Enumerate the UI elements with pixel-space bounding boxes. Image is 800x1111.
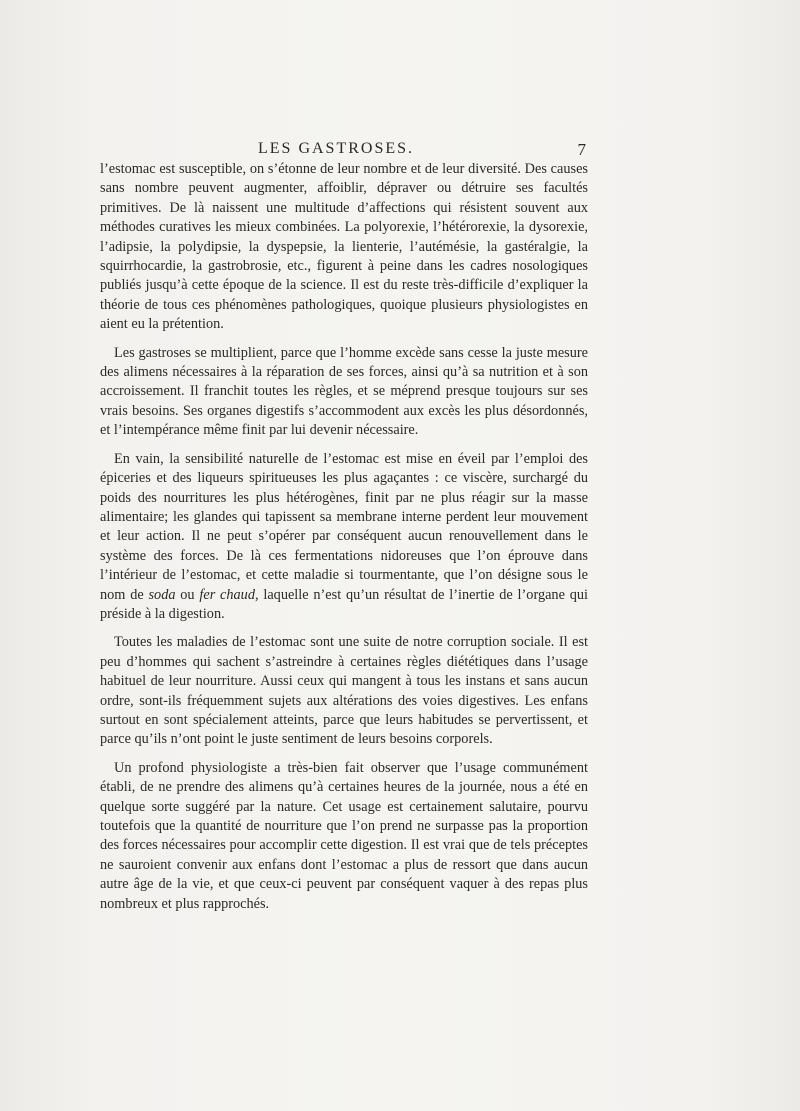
paragraph-4: Toutes les maladies de l’estomac sont une suite de notre corruption sociale. Il est peu d’hommes qui sachent s’astreindre à certaines règles diététiques dans l’usage habituel de leur nourriture. Aussi ceux qui mangent à tous les instans et sans aucun ordre, sont-ils fréquemment sujets aux altérations des voies digestives. Les enfans surtout en sont spécialement atteints, parce que leurs habitudes se pervertissent, et parce qu’ils n’ont point le juste sentiment de leurs besoins corporels. bbox=[100, 634, 588, 748]
paragraph-3-text-a: En vain, la sensibilité naturelle de l’estomac est mise en éveil par l’emploi des épiceries et des liqueurs spiritueuses les plus agaçantes : ce viscère, surchargé du poids des nourritures les plus hétérogènes, finit par ne plus réagir sur la masse alimentaire; les glandes qui tapissent sa membrane interne perdent leur mouvement et leur action. Il ne peut s’opérer par conséquent aucun renouvellement dans le système des forces. De là ces fermentations nidoreuses que l’on éprouve dans l’intérieur de l’estomac, et cette maladie si tourmentante, que l’on désigne sous le nom de bbox=[100, 450, 588, 603]
paragraph-3-text-c: laquelle n’est qu’un résultat de l’inertie de l’organe qui préside à la digestion. bbox=[100, 586, 588, 622]
term-soda: soda bbox=[148, 586, 176, 603]
paragraph-3-text-b: ou bbox=[175, 586, 200, 603]
body-text bbox=[100, 160, 588, 923]
page-number: 7 bbox=[577, 140, 588, 159]
running-title: LES GASTROSES. bbox=[258, 140, 415, 157]
paragraph-2: Les gastroses se multiplient, parce que l’homme excède sans cesse la juste mesure des alimens nécessaires à la réparation de ses forces, ainsi qu’à sa nutrition et à son accroissement. Il franchit toutes les règles, et se méprend presque toujours sur ses vrais besoins. Ses organes digestifs s’accommodent aux excès les plus désordonnés, et l’intempérance même finit par lui devenir nécessaire. bbox=[100, 344, 588, 439]
paragraph-1: l’estomac est susceptible, on s’étonne de leur nombre et de leur diversité. Des causes sans nombre peuvent augmenter, affoiblir, dépraver ou détruire ses facultés primitives. De là naissent une multitude d’affections qui résistent souvent aux méthodes curatives les mieux combinées. La polyorexie, l’hétérorexie, la dysorexie, l’adipsie, la polydipsie, la dyspepsie, la lienterie, l’autémésie, la gastéralgie, la squirrhocardie, la gastrobrosie, etc., figurent à peine dans les cadres nosologiques publiés jusqu’à cette époque de la science. Il est du reste très-difficile d’expliquer la théorie de tous ces phénomènes pathologiques, quoique plusieurs physiologistes en aient eu la prétention. bbox=[100, 161, 588, 333]
paragraph-3 bbox=[100, 450, 588, 625]
paragraph-5: Un profond physiologiste a très-bien fait observer que l’usage communément établi, de ne prendre des alimens qu’à certaines heures de la journée, nous a été en quelque sorte suggéré par la nature. Cet usage est certainement salutaire, pourvu toutefois que la quantité de nourriture que l’on prend ne surpasse pas la proportion des forces nécessaires pour accomplir cette digestion. Il est vrai que de tels préceptes ne sauroient convenir aux enfans dont l’estomac a plus de ressort que dans aucun autre âge de la vie, et que ceux-ci peuvent par conséquent vaquer à des repas plus nombreux et plus rapprochés. bbox=[100, 759, 588, 912]
term-fer-chaud: fer chaud, bbox=[199, 586, 259, 603]
